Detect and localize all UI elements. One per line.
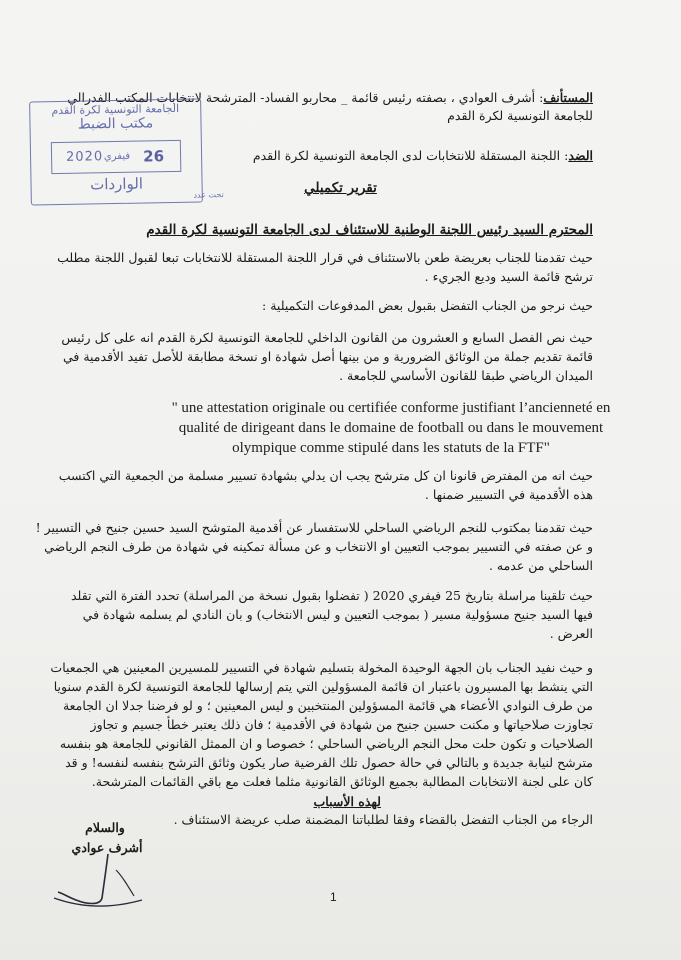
addressee-line: المحترم السيد رئيس اللجنة الوطنية للاستئناف لدى الجامعة التونسية لكرة القدم bbox=[146, 222, 593, 238]
request-line: الرجاء من الجناب التفضل بالقضاء وفقا لطلباتنا المضمنة صلب عريضة الاستئناف . bbox=[173, 812, 593, 827]
p3-line-2: قائمة تقديم جملة من الوثائق الضرورية و من بينها أصل شهادة او نسخة مطابقة للأصل تفيد الأقدمية في bbox=[62, 349, 593, 364]
p4-line-1: حيث انه من المفترض قانونا ان كل مترشح يجب ان يدلي بشهادة تسيير مسلمة من الجمعية التي اكتسب bbox=[58, 468, 593, 483]
stamp-federation: الجامعة التونسية لكرة القدم bbox=[51, 101, 180, 118]
appellant-line-2: للجامعة التونسية لكرة القدم bbox=[447, 108, 593, 123]
respondent-label: الضد bbox=[568, 148, 593, 163]
p5-line-3: الساحلي من عدمه . bbox=[488, 558, 593, 573]
p5-line-1: حيث تقدمنا بمكتوب للنجم الرياضي الساحلي للاستفسار عن أقدمية المتوشح السيد حسين جنيح في التسيير ! bbox=[35, 520, 593, 535]
page-number: 1 bbox=[330, 890, 337, 904]
p7-line-2: التي ينشط بها المسيرون باعتبار ان قائمة المسؤولين التي يتم إرسالها للجامعة التونسية لكرة القدم سنويا bbox=[53, 679, 593, 694]
p3-line-1: حيث نص الفصل السابع و العشرون من القانون الداخلي للجامعة التونسية لكرة القدم انه على كل رئيس bbox=[61, 330, 593, 345]
stamp-number-label: تحت عدد bbox=[193, 190, 224, 200]
respondent-line bbox=[253, 146, 593, 165]
p6-line-3: العرض . bbox=[549, 626, 593, 641]
p1-line-2: ترشح قائمة السيد وديع الجريء . bbox=[424, 269, 593, 284]
p2-line-1: حيث نرجو من الجناب التفضل بقبول بعض المدفوعات التكميلية : bbox=[262, 298, 593, 313]
p7-line-6: مترشح لنيابة جديدة و بالتالي في حالة حصول تلك الفرضية صار يكون وثائق الترشح بنفسه لنفسه! و قد bbox=[65, 755, 593, 770]
handwritten-signature bbox=[46, 850, 156, 920]
stamp-date-box bbox=[51, 140, 182, 174]
p7-line-5: الصلاحيات و تكون حلت محل النجم الرياضي الساحلي ؛ خصوصا و ان الممثل القانوني للجامعة هو بنفسه bbox=[59, 736, 593, 751]
stamp-incoming: الواردات bbox=[89, 174, 144, 194]
p7-line-3: من طرف النوادي الأعضاء هي قائمة المسؤولين المنتخبين و ليس المعينين ؛ و لو فرضنا جدلا ان الجامعة bbox=[62, 698, 593, 713]
p6-line-1: حيث تلقينا مراسلة بتاريخ 25 فيفري 2020 ( تفضلوا بقبول نسخة من المراسلة) تحدد الفترة التي تقلد bbox=[71, 588, 593, 603]
p5-line-2: و عن صفته في التسيير بموجب التعيين او الانتخاب و عن مسألة تمكينه في شهادة من طرف النجم الرياضي bbox=[44, 539, 593, 554]
stamp-date-year: 2020 bbox=[65, 149, 104, 165]
stamp-office: مكتب الضبط bbox=[77, 115, 154, 133]
document-title: تقرير تكميلي bbox=[304, 180, 377, 196]
french-quote: " une attestation originale ou certifiée conforme justifiant l’ancienneté en qualité de dirigeant dans le domaine de football ou dans le mouvement olympique comme stipulé dans les statuts de la FTF" bbox=[171, 400, 611, 456]
appellant-label: المستأنف bbox=[543, 90, 593, 105]
closing-name: أشرف عوادي bbox=[71, 840, 143, 855]
respondent-text: : اللجنة المستقلة للانتخابات لدى الجامعة التونسية لكرة القدم bbox=[252, 148, 569, 163]
appellant-text: : أشرف العوادي ، بصفته رئيس قائمة _ محاربو الفساد- المترشحة لانتخابات المكتب الفدرالي bbox=[67, 90, 544, 105]
closing-salutation: والسلام bbox=[85, 820, 125, 835]
p3-line-3: الميدان الرياضي طبقا للقانون الأساسي للجامعة . bbox=[339, 368, 593, 383]
reasons-heading: لهذه الأسباب bbox=[313, 794, 381, 809]
p6-line-2: فيها السيد جنيح مسؤولية مسير ( بموجب التعيين و ليس الانتخاب) و بان النادي لم يسلمه شهادة في bbox=[82, 607, 593, 622]
stamp-date-month: فيفري bbox=[103, 150, 131, 163]
p7-line-4: تجاوزت صلاحياتها و مكنت حسين جنيح من شهادة في الأقدمية ؛ فان ذلك يعتبر خطأ جسيم و تجاوز bbox=[90, 717, 593, 732]
p1-line-1: حيث تقدمنا للجناب بعريضة طعن بالاستئناف في قرار اللجنة المستقلة للانتخابات تبعا لقبول اللجنة مطلب bbox=[57, 250, 593, 265]
stamp-date-day: 26 bbox=[143, 147, 165, 166]
p7-line-1: و حيث نفيد الجناب بان الجهة الوحيدة المخولة بتسليم شهادة في التسيير للمسيرين المعينين هي الجمعيات bbox=[50, 660, 593, 675]
p7-line-7: كان على لجنة الانتخابات المطالبة بجميع الوثائق القانونية مثلما فعلت مع باقي القائمات المترشحة. bbox=[91, 774, 593, 789]
p4-line-2: هذه الأقدمية في التسيير ضمنها . bbox=[424, 487, 593, 502]
